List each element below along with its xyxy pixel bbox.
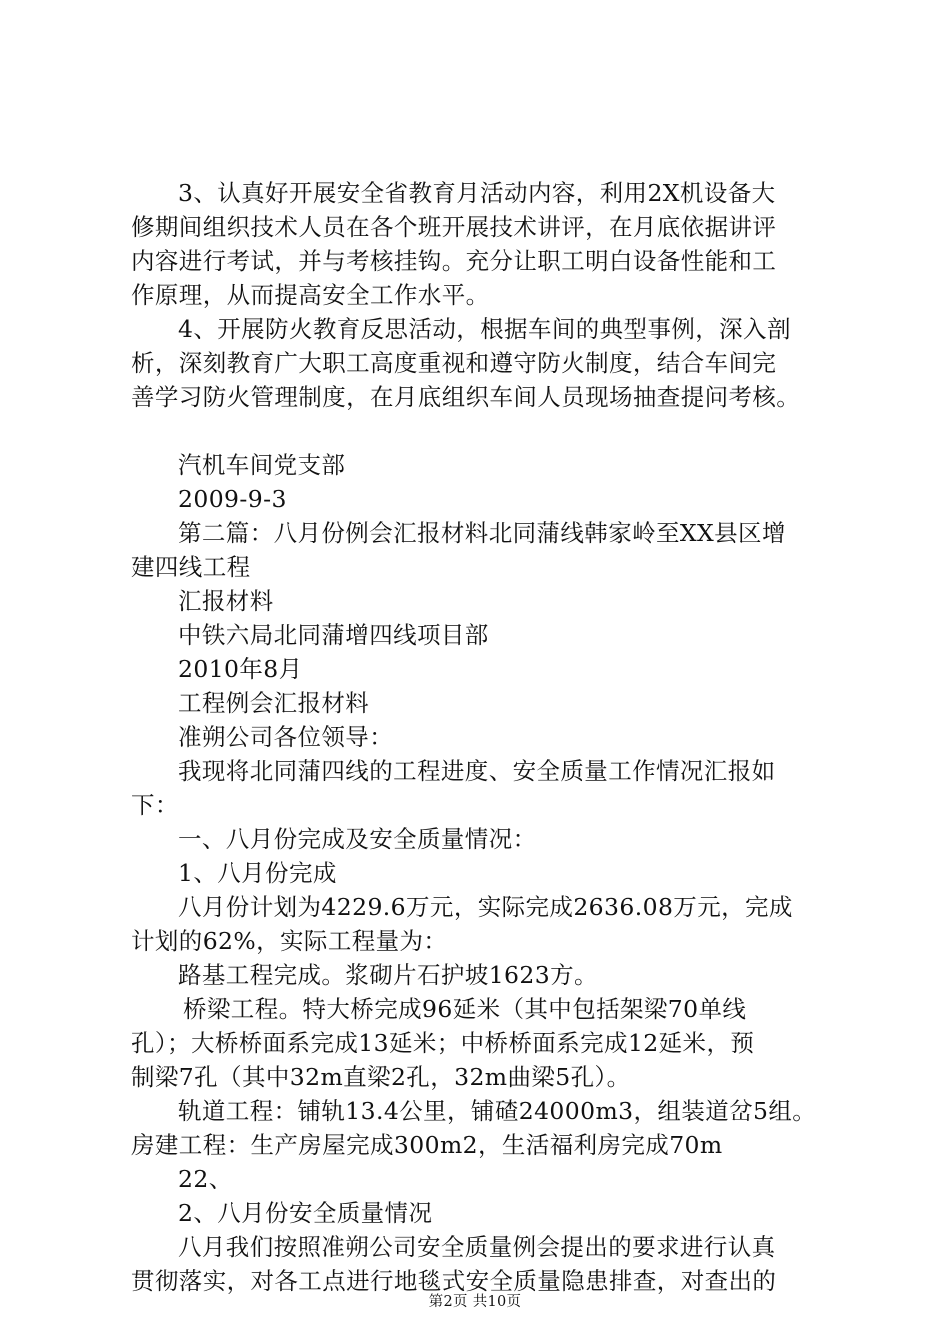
page-footer: 第2页 共10页 [428,1294,522,1310]
text-line: 路基工程完成。浆砌片石护坡1623方。 [178,961,598,989]
text-line: 轨道工程：铺轨13.4公里，铺碴24000m3，组装道岔5组。 [178,1097,817,1125]
text-line: 工程例会汇报材料 [178,689,370,717]
text-line: 内容进行考试，并与考核挂钩。充分让职工明白设备性能和工 [131,247,777,275]
text-line: 2010年8月 [178,655,303,683]
text-line: 八月我们按照准朔公司安全质量例会提出的要求进行认真 [178,1233,776,1261]
text-line: 准朔公司各位领导： [178,723,394,751]
text-line: 计划的62%，实际工程量为： [131,927,448,955]
text-line: 下： [131,791,179,819]
text-line: 八月份计划为4229.6万元，实际完成2636.08万元，完成 [178,893,793,921]
text-line: 2、八月份安全质量情况 [178,1199,433,1227]
text-line: 作原理，从而提高安全工作水平。 [131,281,490,309]
blank-line [131,414,831,448]
text-line: 建四线工程 [131,553,251,581]
text-line: 汇报材料 [178,587,274,615]
text-line: 制梁7孔（其中32m直梁2孔，32m曲梁5孔）。 [131,1063,631,1091]
text-line: 析，深刻教育广大职工高度重视和遵守防火制度，结合车间完 [131,349,777,377]
text-line: 房建工程：生产房屋完成300m2，生活福利房完成70m [131,1131,723,1159]
text-line: 我现将北同蒲四线的工程进度、安全质量工作情况汇报如 [178,757,776,785]
text-line: 桥梁工程。特大桥完成96延米（其中包括架梁70单线 [183,995,747,1023]
text-line: 善学习防火管理制度，在月底组织车间人员现场抽查提问考核。 [131,383,801,411]
text-line: 中铁六局北同蒲增四线项目部 [178,621,489,649]
text-line: 一、八月份完成及安全质量情况： [178,825,537,853]
text-line: 第二篇：八月份例会汇报材料北同蒲线韩家岭至XX县区增 [178,519,786,547]
text-line: 2009-9-3 [178,485,287,513]
text-line: 22、 [178,1165,233,1193]
text-line: 3、认真好开展安全省教育月活动内容，利用2X机设备大 [178,179,776,207]
text-line: 4、开展防火教育反思活动，根据车间的典型事例，深入剖 [178,315,791,343]
text-line: 1、八月份完成 [178,859,337,887]
text-line: 贯彻落实，对各工点进行地毯式安全质量隐患排查，对查出的 [131,1267,777,1295]
document-body [131,176,831,1298]
text-line: 汽机车间党支部 [178,451,346,479]
text-line: 修期间组织技术人员在各个班开展技术讲评，在月底依据讲评 [131,213,777,241]
text-line: 孔）；大桥桥面系完成13延米；中桥桥面系完成12延米，预 [131,1029,755,1057]
